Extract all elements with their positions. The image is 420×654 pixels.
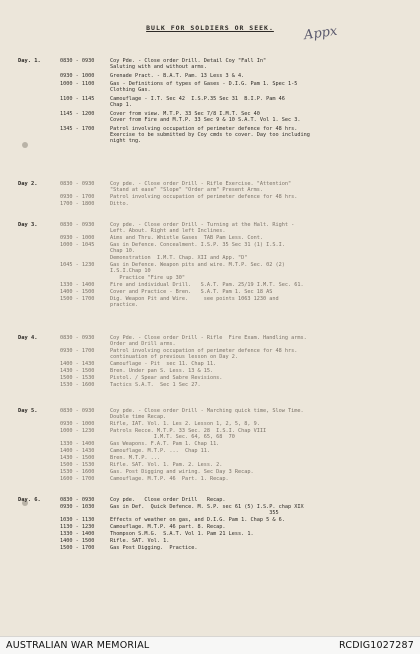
entry-description: Coy pde. - Close order Drill - Marching quick time, Slow Time. Double time Recap. — [110, 408, 304, 420]
entry-time: 0930 - 1000 — [60, 235, 95, 242]
entry-description: Thompson S.M.G. S.A.T. Vol 1. Pam 21 Less. 1. — [110, 530, 254, 537]
day-label: Day. 6. — [18, 497, 41, 503]
entry-description: Effects of weather on gas, and D.I.G. Pam 1. Chap 5 & 6. — [110, 517, 285, 524]
entry-description: Demonstration I.M.T. Chap. XII and App. "D" — [110, 255, 248, 262]
entry-time: 0830 - 0930 — [60, 497, 95, 503]
entry-time: 0830 - 0930 — [60, 58, 95, 64]
entry-time: 1400 - 1430 — [60, 448, 95, 455]
entry-time: 0930 - 1700 — [60, 194, 95, 201]
entry-time: 0930 - 1700 — [60, 348, 95, 355]
entry-time: 1330 - 1400 — [60, 282, 95, 289]
punch-hole — [22, 142, 28, 148]
entry-time: 1500 - 1700 — [60, 296, 95, 303]
entry-description: Bren. M.T.P. ... — [110, 455, 160, 462]
entry-description: Gas - Definitions of types of Gases - D.I.G. Pam 1. Spec 1-5 Clothing Gas. — [110, 81, 298, 94]
entry-time: 1430 - 1500 — [60, 368, 95, 375]
entry-description: Cover from view. M.T.P. 33 Sec 7/8 I.M.T. Sec 40 Cover from Fire and M.T.P. 33 Sec 9 & 10 S.A.T. Vol 1. Sec 3. — [110, 110, 301, 123]
day-label: Day 5. — [18, 408, 38, 414]
entry-description: Coy pde. - Close order Drill - Turning at the Halt. Right - Left. About. Right and left Inclines. — [110, 222, 295, 234]
entry-time: 1345 - 1700 — [60, 125, 95, 132]
entry-time: 1500 - 1700 — [60, 544, 95, 551]
day-label: Day 2. — [18, 181, 38, 187]
entry-description: Ditto. — [110, 201, 129, 208]
entry-description: Rifle, IAT. Vol. 1. Les 2. Lesson 1, 2, 5, 8, 9. — [110, 421, 260, 428]
entry-time: 0930 - 1030 — [60, 503, 95, 510]
entry-description: Patrol involving occupation of perimeter defence for 48 hrs. — [110, 194, 298, 201]
entry-description: Bren. Under pan S. Less. 13 & 15. — [110, 368, 214, 375]
entry-description: Fire and individual Drill. S.A.T. Pam. 25/19 I.M.T. Sec. 61. — [110, 282, 304, 289]
entry-description: Aims and Thru. Whistle Gases TAB Pam Less. Cont. — [110, 235, 264, 242]
entry-time: 1530 - 1600 — [60, 468, 95, 475]
entry-description: Gas. Post Digging and wiring. Sec Day 3 Recap. — [110, 468, 254, 475]
entry-description: Coy Pde. - Close order Drill - Rifle Fire Exam. Handling arms. Order and Drill arms. — [110, 335, 307, 347]
document-title: BULK FOR SOLDIERS OR SEEK. — [146, 24, 274, 32]
entry-time: 0930 - 1000 — [60, 421, 95, 428]
entry-time: 1600 - 1700 — [60, 475, 95, 482]
entry-time: 1000 - 1100 — [60, 81, 95, 88]
entry-time: 1500 - 1530 — [60, 375, 95, 382]
entry-description: Patrols Recce. M.T.P. 33 Sec. 28 I.S.I. Chap VIII I.M.T. Sec. 64, 65, 68 70 — [110, 428, 267, 441]
entry-time: 1000 - 1230 — [60, 428, 95, 435]
entry-time: 1030 - 1130 — [60, 517, 95, 524]
entry-description: Practice "Fire up 30" — [110, 275, 185, 282]
entry-description: Gas in Defence. Weapon pits and wire. M.T.P. Sec. 02 (2) I.S.I.Chap 10 — [110, 262, 285, 275]
entry-time: 1430 - 1500 — [60, 455, 95, 462]
entry-description: Grenade Pract. - B.A.T. Pam. 13 Less 3 & 4. — [110, 72, 245, 79]
entry-time: 1130 - 1230 — [60, 524, 95, 530]
entry-description: Gas Post Digging. Practice. — [110, 544, 198, 551]
handwritten-annotation: Appx — [303, 23, 339, 44]
entry-time: 1500 - 1530 — [60, 462, 95, 468]
day-label: Day 3. — [18, 222, 38, 228]
entry-description: Camouflage - I.T. Sec 42 I.S.P.35 Sec 31 B.I.P. Pam 46 Chap 1. — [110, 96, 285, 109]
entry-description: Tactics S.A.T. Sec 1 Sec 27. — [110, 382, 201, 389]
entry-time: 0830 - 0930 — [60, 335, 95, 341]
archive-footer — [0, 636, 420, 654]
entry-time: 1045 - 1230 — [60, 262, 95, 269]
entry-time: 1000 - 1045 — [60, 242, 95, 249]
entry-description: Pistol. / Spear and Sabre Revisions. — [110, 375, 223, 382]
entry-time: 1330 - 1400 — [60, 530, 95, 537]
entry-time: 1400 - 1430 — [60, 361, 95, 368]
entry-time: 0830 - 0930 — [60, 408, 95, 414]
entry-description: Gas Weapons. F.A.T. Pam 1. Chap 11. — [110, 441, 220, 448]
entry-description: Rifle. SAT. Vol. 1. — [110, 537, 170, 544]
entry-description: Patrol involving occupation of perimeter defence for 48 hrs. Exercise to be submitted by Coy cmds to cover. Day too including night tng. — [110, 125, 310, 144]
entry-time: 0930 - 1000 — [60, 72, 95, 79]
entry-description: Camouflage. M.T.P. ... Chap 11. — [110, 448, 210, 455]
entry-description: Patrol involving occupation of perimeter defence for 48 hrs. continuation of previous lesson on Day 2. — [110, 348, 298, 361]
entry-description: Cover and Practice - Bren. S.A.T. Pam 1. Sec 18 AS — [110, 289, 273, 296]
entry-time: 1100 - 1145 — [60, 96, 95, 103]
entry-time: 1530 - 1600 — [60, 382, 95, 389]
entry-description: Gas in Def. Quick Defence. M. S.P. sec 61 (5) I.S.P. chap XIX 355 — [110, 503, 304, 516]
entry-time: 1330 - 1400 — [60, 441, 95, 448]
entry-time: 1400 - 1500 — [60, 537, 95, 544]
entry-description: Dig. Weapon Pit and Wire. see points 1063 1230 and practice. — [110, 296, 279, 309]
entry-description: Camouflage. M.T.P. 46 part. 8. Recap. — [110, 524, 226, 530]
footer-reference-id: RCDIG1027287 — [339, 640, 414, 651]
entry-time: 0830 - 0930 — [60, 181, 95, 187]
entry-time: 0830 - 0930 — [60, 222, 95, 228]
entry-description: Coy pde. Close order Drill Recap. — [110, 497, 226, 503]
entry-description: Gas in Defence. Concealment. I.S.P. 35 Sec 31 (1) I.S.I. Chap 10. — [110, 242, 285, 255]
day-label: Day. 1. — [18, 58, 41, 64]
entry-time: 1145 - 1200 — [60, 110, 95, 117]
entry-description: Camouflage - Pit sec 11. Chap 11. — [110, 361, 217, 368]
footer-source: AUSTRALIAN WAR MEMORIAL — [6, 640, 150, 651]
entry-time: 1700 - 1800 — [60, 201, 95, 208]
day-label: Day 4. — [18, 335, 38, 341]
entry-description: Camouflage. M.T.P. 46 Part. 1. Recap. — [110, 475, 229, 482]
entry-description: Coy Pde. - Close order Drill. Detail Coy "Fall In" Saluting with and without arms. — [110, 58, 267, 70]
entry-description: Rifle. SAT. Vol. 1. Pam. 2. Less. 2. — [110, 462, 223, 468]
entry-time: 1400 - 1500 — [60, 289, 95, 296]
entry-description: Coy pde. - Close order Drill - Rifle Exercise. "Attention" "Stand at ease" "Slope" "Order arm" Present Arms. — [110, 181, 292, 193]
